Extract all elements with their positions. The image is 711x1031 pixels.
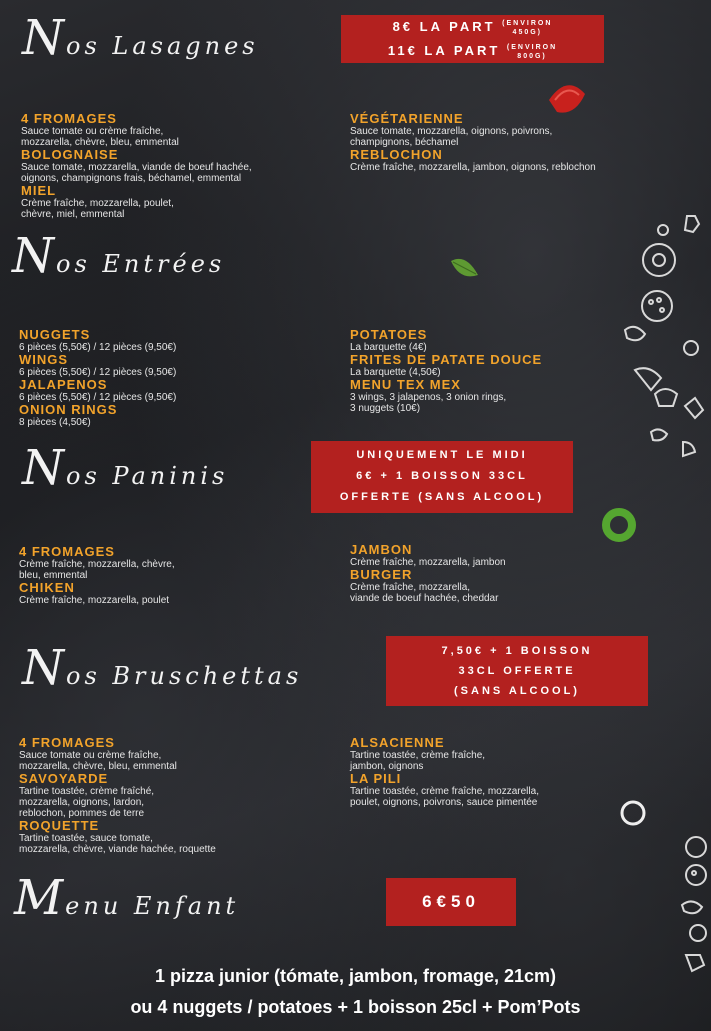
item-desc: oignons, champignons frais, béchamel, emmental [21, 173, 242, 184]
item-desc: jambon, oignons [350, 761, 424, 772]
promo-line: (SANS ALCOOL) [454, 685, 580, 697]
item-desc: champignons, béchamel [350, 137, 459, 148]
paninis-left-column [19, 545, 175, 606]
item-name: POTATOES [350, 327, 428, 342]
olive-icon [600, 506, 638, 544]
item-desc: Crème fraîche, mozzarella, poulet [19, 595, 170, 606]
item-name: BOLOGNAISE [21, 147, 119, 162]
pizza-sketch-icon [668, 815, 711, 985]
menu-item [350, 543, 506, 568]
tomato-slice-icon [545, 80, 589, 120]
item-desc: reblochon, pommes de terre [19, 808, 145, 819]
promo-line: 7,50€ + 1 BOISSON [441, 645, 593, 657]
promo-line: 33CL OFFERTE [458, 665, 576, 677]
item-desc: 8 pièces (4,50€) [19, 417, 91, 428]
item-desc: Tartine toastée, crème fraîche, [350, 750, 486, 761]
section-title-bruschettas: Nos Bruschettas [22, 640, 303, 696]
item-name: JAMBON [350, 542, 413, 557]
promo-line: UNIQUEMENT LE MIDI [356, 449, 528, 461]
menu-item [21, 184, 252, 220]
item-name: WINGS [19, 352, 69, 367]
promo-note: (ENVIRON 800G) [506, 43, 558, 60]
item-name: 4 FROMAGES [21, 111, 117, 126]
item-desc: mozzarella, chèvre, viande hachée, roquette [19, 844, 216, 855]
promo-line: 11€ LA PART (ENVIRON 800G) [387, 43, 558, 60]
menu-item [19, 378, 176, 403]
menu-enfant-line-2: ou 4 nuggets / potatoes + 1 boisson 25cl + Pom’Pots [130, 997, 581, 1017]
item-desc: Sauce tomate, mozzarella, oignons, poivrons, [350, 126, 553, 137]
entrees-left-column [19, 328, 176, 428]
item-desc: Tartine toastée, sauce tomate, [19, 833, 153, 844]
item-desc: mozzarella, oignons, lardon, [19, 797, 145, 808]
lasagnes-right-column [350, 112, 596, 173]
promo-bruschettas [386, 636, 648, 706]
item-name: FRITES DE PATATE DOUCE [350, 352, 543, 367]
item-desc: poulet, oignons, poivrons, sauce pimentée [350, 797, 538, 808]
item-name: ROQUETTE [19, 818, 100, 833]
item-desc: Crème fraîche, mozzarella, poulet, [21, 198, 174, 209]
menu-item [350, 353, 542, 378]
item-desc: Sauce tomate ou crème fraîche, [19, 750, 162, 761]
item-name: MENU TEX MEX [350, 377, 461, 392]
item-desc: chèvre, miel, emmental [21, 209, 125, 220]
menu-item [19, 772, 216, 819]
menu-item [19, 328, 176, 353]
menu-item [350, 736, 539, 772]
menu-item [19, 736, 216, 772]
promo-note: (ENVIRON 450G) [502, 19, 553, 36]
item-name: SAVOYARDE [19, 771, 109, 786]
menu-item [21, 112, 252, 148]
price-menu-enfant: 6€50 [386, 878, 516, 926]
pizza-sketch-icon [615, 210, 711, 460]
item-desc: bleu, emmental [19, 570, 88, 581]
menu-item [350, 328, 542, 353]
item-desc: viande de boeuf hachée, cheddar [350, 593, 499, 604]
section-title-entrees: Nos Entrées [12, 228, 226, 284]
item-desc: 6 pièces (5,50€) / 12 pièces (9,50€) [19, 342, 177, 353]
item-name: 4 FROMAGES [19, 735, 115, 750]
promo-line: 6€ + 1 BOISSON 33CL [356, 470, 528, 482]
item-name: 4 FROMAGES [19, 544, 115, 559]
bruschettas-left-column [19, 736, 216, 855]
item-desc: 6 pièces (5,50€) / 12 pièces (9,50€) [19, 367, 177, 378]
item-desc: Crème fraîche, mozzarella, chèvre, [19, 559, 175, 570]
item-desc: 3 wings, 3 jalapenos, 3 onion rings, [350, 392, 507, 403]
basil-leaf-icon [448, 255, 482, 283]
item-name: BURGER [350, 567, 413, 582]
menu-item [19, 819, 216, 855]
item-name: LA PILI [350, 771, 402, 786]
item-name: VÉGÉTARIENNE [350, 111, 464, 126]
section-title-lasagnes: Nos Lasagnes [22, 10, 259, 66]
item-name: NUGGETS [19, 327, 91, 342]
item-desc: Crème fraîche, mozzarella, jambon [350, 557, 506, 568]
onion-ring-icon [617, 797, 649, 829]
item-name: ALSACIENNE [350, 735, 445, 750]
menu-item [350, 568, 506, 604]
menu-item [350, 148, 596, 173]
menu-item [19, 353, 176, 378]
menu-item [350, 772, 539, 808]
item-desc: 6 pièces (5,50€) / 12 pièces (9,50€) [19, 392, 177, 403]
lasagnes-left-column [21, 112, 252, 220]
entrees-right-column [350, 328, 542, 414]
item-desc: Crème fraîche, mozzarella, jambon, oignons, reblochon [350, 162, 596, 173]
promo-line: 8€ LA PART (ENVIRON 450G) [392, 19, 553, 36]
menu-item [21, 148, 252, 184]
item-desc: Sauce tomate ou crème fraîche, [21, 126, 164, 137]
item-name: MIEL [21, 183, 57, 198]
promo-line: OFFERTE (SANS ALCOOL) [339, 491, 545, 503]
menu-item [19, 403, 176, 428]
item-desc: Tartine toastée, crème fraîche, mozzarella, [350, 786, 539, 797]
item-name: ONION RINGS [19, 402, 118, 417]
menu-item [350, 378, 542, 414]
menu-enfant-line-1: 1 pizza junior (tómate, jambon, fromage, 21cm) [154, 966, 557, 986]
item-desc: Sauce tomate, mozzarella, viande de boeuf hachée, [21, 162, 252, 173]
menu-item [19, 581, 175, 606]
item-name: JALAPENOS [19, 377, 108, 392]
item-desc: La barquette (4,50€) [350, 367, 441, 378]
promo-lasagnes [341, 15, 604, 63]
item-name: CHIKEN [19, 580, 75, 595]
promo-paninis [311, 441, 573, 513]
item-desc: Tartine toastée, crème fraîché, [19, 786, 155, 797]
paninis-right-column [350, 543, 506, 604]
section-title-paninis: Nos Paninis [22, 440, 229, 496]
item-name: REBLOCHON [350, 147, 443, 162]
item-desc: Crème fraîche, mozzarella, [350, 582, 471, 593]
item-desc: mozzarella, chèvre, bleu, emmental [19, 761, 177, 772]
item-desc: mozzarella, chèvre, bleu, emmental [21, 137, 179, 148]
menu-item [19, 545, 175, 581]
bruschettas-right-column [350, 736, 539, 808]
item-desc: La barquette (4€) [350, 342, 427, 353]
section-title-menu-enfant: Menu Enfant [14, 870, 240, 926]
item-desc: 3 nuggets (10€) [350, 403, 421, 414]
